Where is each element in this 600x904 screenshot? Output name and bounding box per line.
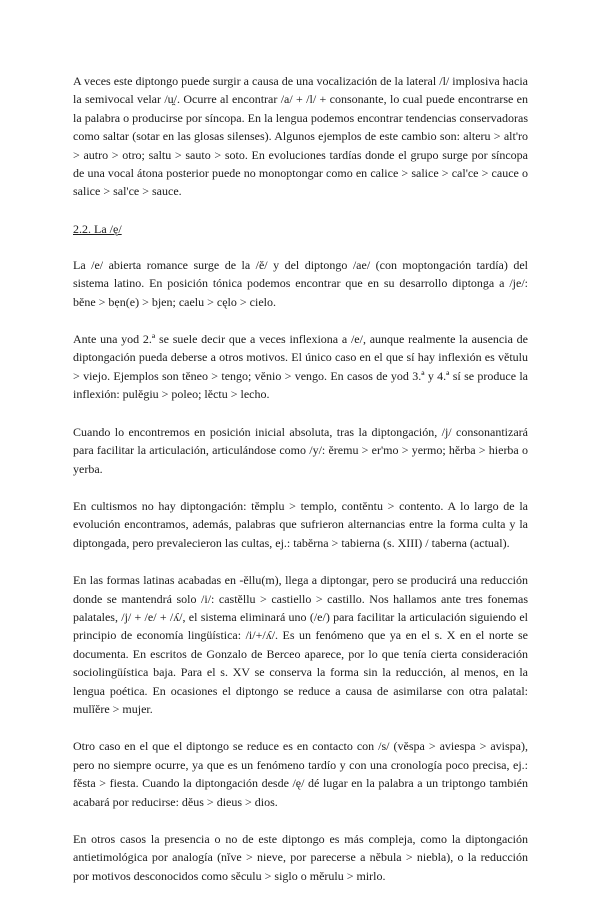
paragraph-3: Ante una yod 2.ª se suele decir que a veces inflexiona a /e/, aunque realmente la ausencia de diptongación pueda deberse a otros motivos. El único caso en el que sí hay inflexión es vĕtulu > viejo. Ejemplos son tĕneo > tengo; vĕnio > vengo. En casos de yod 3.ª y 4.ª sí se produce la inflexión: pulĕgiu > poleo; lĕctu > lecho. (73, 332, 528, 402)
section-heading: 2.2. La /ę/ (73, 221, 122, 236)
paragraph-7: Otro caso en el que el diptongo se reduce es en contacto con /s/ (vĕspa > aviespa > avispa), pero no siempre ocurre, ya que es un fenómeno tardío y con una cronología poco precisa, ej.: fĕsta > fiesta. Cuando la diptongación desde /ę/ dé lugar en la palabra a un triptongo también acabará por reducirse: dĕus > dieus > dios. (73, 739, 528, 809)
document-page (73, 72, 528, 904)
paragraph-4: Cuando lo encontremos en posición inicial absoluta, tras la diptongación, /j/ consonantizará para facilitar la articulación, articulándose como /y/: ĕremu > er'mo > yermo; hĕrba > hierba o yerba. (73, 424, 528, 476)
paragraph-6: En las formas latinas acabadas en -ĕllu(m), llega a diptongar, pero se producirá una reducción donde se mantendrá solo /i/: castĕllu > castiello > castillo. Nos hallamos ante tres fonemas palatales, /j/ + /e/ + /ʎ/, el sistema eliminará uno (/e/) para facilitar la articulación siguiendo el principio de economía lingüística: /i/+/ʎ/. Es un fenómeno que ya en el s. X en el norte se documenta. En escritos de Gonzalo de Berceo aparece, por lo que tenía cierta consideración sociolingüística baja. Para el s. XV se conserva la forma sin la reducción, al menos, en la lengua poética. En ocasiones el diptongo se reduce a causa de asimilarse con otra palatal: mulĭĕre > mujer. (73, 573, 528, 716)
paragraph-1: A veces este diptongo puede surgir a causa de una vocalización de la lateral /l/ implosiva hacia la semivocal velar /u̯/. Ocurre al encontrar /a/ + /l/ + consonante, lo cual puede encontrarse en la palabra o producirse por síncopa. En la lengua podemos encontrar tendencias conservadoras como saltar (sotar en las glosas silenses). Algunos ejemplos de este cambio son: alteru > alt'ro > autro > otro; saltu > sauto > soto. En evoluciones tardías donde el grupo surge por síncopa de una vocal átona posterior puede no monoptongar como en calice > salice > cal'ce > cauce o salice > sal'ce > sauce. (73, 74, 528, 199)
paragraph-8: En otros casos la presencia o no de este diptongo es más compleja, como la diptongación antietimológica por analogía (nĭve > nieve, por parecerse a nĕbula > niebla), o la reducción por motivos desconocidos como sĕculu > siglo o mĕrulu > mirlo. (73, 832, 528, 883)
paragraph-5: En cultismos no hay diptongación: tĕmplu > templo, contĕntu > contento. A lo largo de la evolución encontramos, además, palabras que sufrieron alternancias entre la forma culta y la diptongada, pero prevalecieron las cultas, ej.: tabĕrna > tabierna (s. XIII) / taberna (actual). (73, 498, 528, 550)
paragraph-2: La /e/ abierta romance surge de la /ĕ/ y del diptongo /ae/ (con moptongación tardía) del sistema latino. En posición tónica podemos encontrar que en su desarrollo diptonga a /je/: bĕne > bẹn(e) > bjen; caelu > cęlo > cielo. (73, 257, 528, 309)
